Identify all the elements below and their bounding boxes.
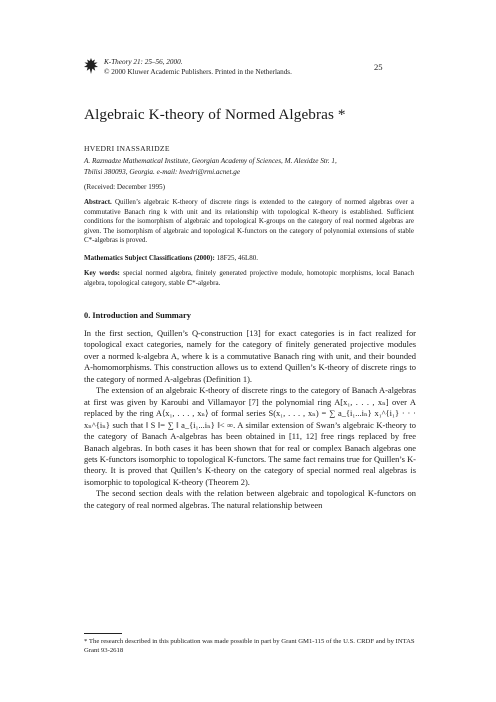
page-number: 25 bbox=[374, 62, 383, 72]
affiliation-line1: A. Razmadze Mathematical Institute, Georgian Academy of Sciences, M. Alexidze Str. 1, bbox=[84, 157, 337, 165]
body-text bbox=[84, 328, 416, 511]
received-date: (Received: December 1995) bbox=[84, 183, 166, 191]
msc-label: Mathematics Subject Classifications (2000): bbox=[84, 254, 215, 262]
keywords-label: Key words: bbox=[84, 269, 120, 277]
journal-citation-line1: K-Theory 21: 25–56, 2000. bbox=[104, 58, 183, 66]
journal-copyright-line: © 2000 Kluwer Academic Publishers. Printed in the Netherlands. bbox=[104, 68, 292, 76]
journal-citation bbox=[104, 57, 292, 77]
subject-classification bbox=[84, 254, 414, 262]
abstract-label: Abstract. bbox=[84, 198, 112, 206]
msc-text: 18F25, 46L80. bbox=[216, 254, 259, 262]
author-name: HVEDRI INASSARIDZE bbox=[84, 144, 170, 153]
affiliation-line2: Tbilisi 380093, Georgia. e-mail: hvedri@rmi.acnet.ge bbox=[84, 167, 241, 176]
abstract-text: Quillen’s algebraic K-theory of discrete rings is extended to the category of normed algebras over a commutative Banach ring k with unit and its relationship with topological K-theory is established. Sufficient conditions for the isomorphism of algebraic and topological K-groups on the category of real normed algebras are given. The isomorphism of algebraic and topological K-functors on the category of polynomial extensions of stable C*-algebras is proved. bbox=[84, 198, 414, 245]
keywords-text: special normed algebra, finitely generated projective module, homotopic morphisms, local Banach algebra, topological category, stable ℂ*-algebra. bbox=[84, 269, 415, 287]
paragraph-2: The extension of an algebraic K-theory of discrete rings to the category of Banach A-algebras at first was given by Karoubi and Villamayor [7] the polynomial ring A[x₁, . . . , xₙ] over A replaced by the ring A⟨x₁, . . . , xₙ⟩ of formal series S(x₁, . . . , xₙ) = ∑ a_{i₁...iₙ} x₁^{i₁} · · · xₙ^{iₙ} such that ‖ S ‖= ∑ ‖ a_{i₁...iₙ} ‖< ∞. A similar extension of Swan’s algebraic K-theory to the category of Banach A-algebras has been obtained in [11, 12] free rings replaced by free Banach algebras. In both cases it has been shown that for real or complex Banach algebras one gets K-functors isomorphic to topological K-functors. The same fact remains true for Quillen’s K-theory. It is proved that Quillen’s K-theory on the category of special normed real algebras is isomorphic to topological K-theory (Theorem 2). bbox=[84, 385, 416, 487]
author-affiliation bbox=[84, 156, 414, 177]
footnote: * The research described in this publication was made possible in part by Grant GM1-115 of the U.S. CRDF and by INTAS Grant 93-2618 bbox=[84, 638, 415, 654]
abstract bbox=[84, 198, 414, 246]
paragraph-1: In the first section, Quillen’s Q-construction [13] for exact categories is in fact realized for topological exact categories, namely for the category of finitely generated projective modules over a normed k-algebra A, where k is a commutative Banach ring with unit, and their bounded A-homomorphisms. This construction allows us to extend Quillen’s K-theory of discrete rings to the category of normed A-algebras (Definition 1). bbox=[84, 328, 416, 384]
paragraph-3: The second section deals with the relation between algebraic and topological K-functors on the category of real normed algebras. The natural relationship between bbox=[84, 488, 416, 510]
paper-title: Algebraic K-theory of Normed Algebras * bbox=[84, 106, 346, 123]
footnote-rule bbox=[84, 633, 122, 634]
section-heading: 0. Introduction and Summary bbox=[84, 311, 191, 320]
keywords bbox=[84, 269, 414, 288]
publisher-logo-icon bbox=[84, 58, 98, 74]
